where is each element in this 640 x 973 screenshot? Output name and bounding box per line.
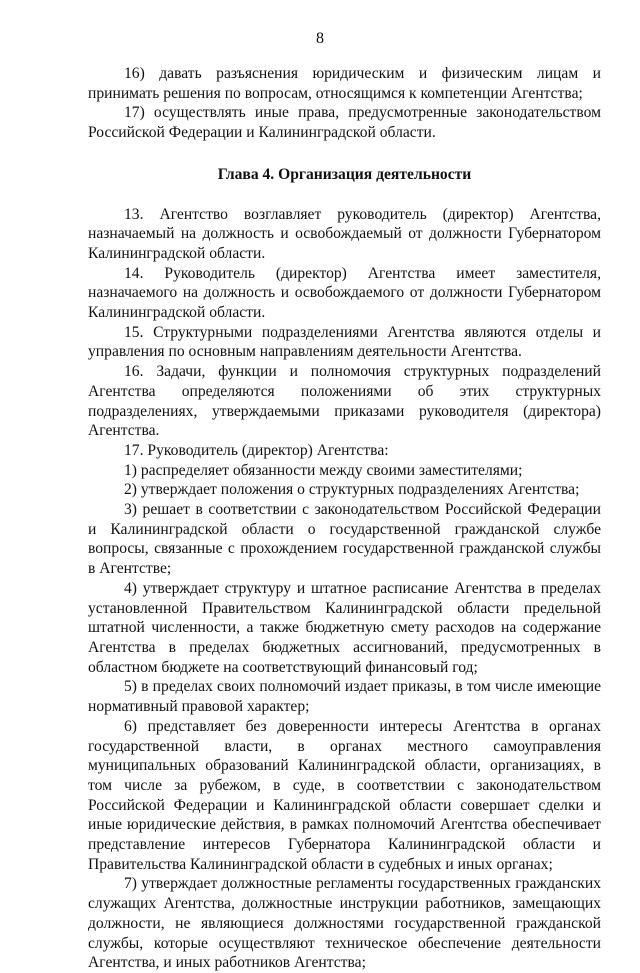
list-item: 6) представляет без доверенности интересы Агентства в органах государственной власти, в органах местного самоуправления муниципальных образований Калининградской области, организациях, в том числе за рубежом, в суде, в соответствии с законодательством Российской Федерации и Калининградской области совершает сделки и иные юридические действия, в рамках полномочий Агентства обеспечивает представление интересов Губернатора Калининградской области и Правительства Калининградской области в судебных и иных органах; [88, 717, 601, 873]
list-item: 3) решает в соответствии с законодательством Российской Федерации и Калининградской области о государственной гражданской службе вопросы, связанные с прохождением государственной гражданской службы в Агентстве; [88, 501, 601, 578]
paragraph: 17) осуществлять иные права, предусмотренные законодательством Российской Федерации и Калининградской области. [88, 104, 601, 142]
paragraph: 17. Руководитель (директор) Агентства: [124, 441, 389, 459]
chapter-heading: Глава 4. Организация деятельности [217, 165, 472, 183]
list-item: 2) утверждает положения о структурных подразделениях Агентства; [124, 481, 580, 499]
list-item: 1) распределяет обязанности между своими заместителями; [124, 461, 523, 479]
paragraph: 16) давать разъяснения юридическим и физическим лицам и принимать решения по вопросам, относящимся к компетенции Агентства; [88, 65, 601, 102]
list-item: 7) утверждает должностные регламенты государственных гражданских служащих Агентства, должностные инструкции работников, замещающих должности, не являющиеся должностями государственной гражданской службы, которые осуществляют техническое обеспечение деятельности Агентства, и иных работников Агентства; [88, 875, 601, 972]
paragraph: 13. Агентство возглавляет руководитель (директор) Агентства, назначаемый на должность и освобождаемый от должности Губернатором Калининградской области. [88, 205, 601, 262]
paragraph: 16. Задачи, функции и полномочия структурных подразделений Агентства определяются положениями об этих структурных подразделениях, утверждаемыми приказами руководителя (директора) Агентства. [88, 363, 601, 440]
document-body [88, 64, 601, 973]
list-item: 5) в пределах своих полномочий издает приказы, в том числе имеющие нормативный правовой характер; [88, 678, 601, 716]
paragraph: 15. Структурными подразделениями Агентства являются отделы и управления по основным направлениям деятельности Агентства. [88, 323, 601, 361]
paragraph: 14. Руководитель (директор) Агентства имеет заместителя, назначаемого на должность и освобождаемого от должности Губернатором Калининградской области. [88, 264, 601, 322]
page-number: 8 [316, 30, 324, 47]
list-item: 4) утверждает структуру и штатное расписание Агентства в пределах установленной Правительством Калининградской области предельной штатной численности, а также бюджетную смету расходов на содержание Агентства в пределах бюджетных ассигнований, предусмотренных в областном бюджете на соответствующий финансовый год; [88, 579, 601, 676]
